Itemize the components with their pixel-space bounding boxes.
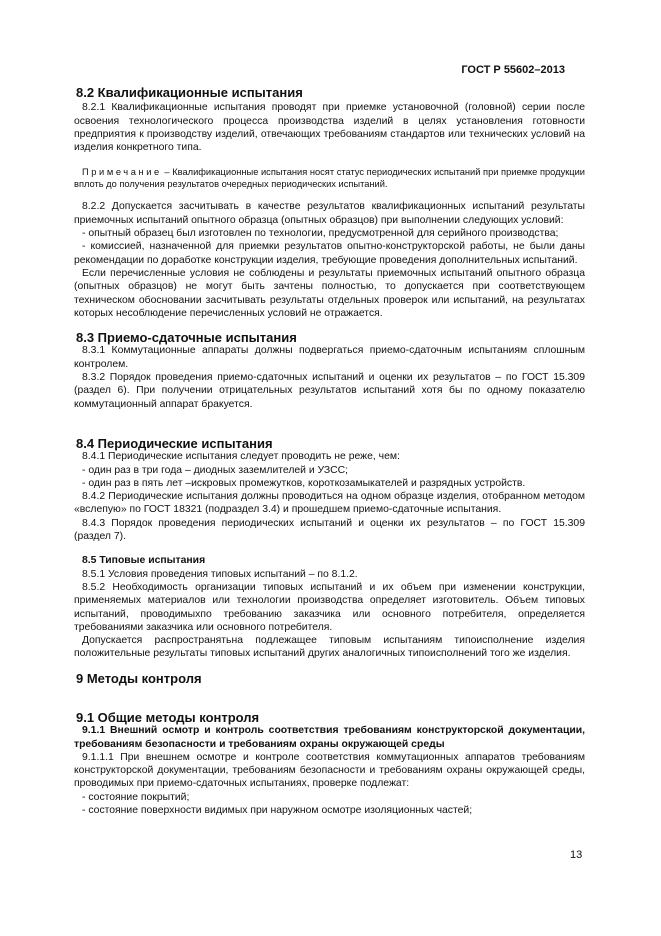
list-item: - состояние поверхности видимых при наружном осмотре изоляционных частей;	[82, 805, 473, 817]
note-label: Примечание	[82, 167, 162, 178]
page-number: 13	[570, 849, 583, 861]
page-content	[74, 86, 585, 817]
paragraph-8-4-1: 8.4.1 Периодические испытания следует проводить не реже, чем:	[82, 451, 400, 463]
list-item: - опытный образец был изготовлен по технологии, предусмотренной для серийного производства;	[82, 228, 559, 240]
paragraph-8-3-1: 8.3.1 Коммутационные аппараты должны подвергаться приемо-сдаточным испытаниям сплошным контролем.	[74, 345, 585, 370]
section-title-9-1: 9.1 Общие методы контроля	[76, 709, 260, 725]
list-item: - комиссией, назначенной для приемки результатов опытно-конструкторской работы, не были даны рекомендации по доработке конструкции изделия, требующие проведения дополнительных испытаний.	[74, 241, 585, 266]
paragraph-8-2-1: 8.2.1 Квалификационные испытания проводят при приемке установочной (головной) серии после освоения технологического процесса производства изделий в целях установления готовности предприятия к производству изделий, отвечающих требованиям стандартов или технических условий на изделия конкретного типа.	[74, 102, 585, 154]
document-id: ГОСТ Р 55602–2013	[461, 64, 565, 76]
paragraph-8-3-2: 8.3.2 Порядок проведения приемо-сдаточных испытаний и оценки их результатов – по ГОСТ 15.309 (раздел 6). При получении отрицательных результатов испытаний хотя бы по одному показателю коммутационный аппарат бракуется.	[74, 372, 585, 410]
paragraph-8-5-extension: Допускается распространятьна подлежащее типовым испытаниям типоисполнение изделия положительные результаты типовых испытаний других аналогичных типоисполнений того же изделия.	[74, 635, 585, 660]
section-title-9: 9 Методы контроля	[76, 670, 202, 686]
section-title-8-2: 8.2 Квалификационные испытания	[76, 85, 303, 100]
section-title-8-5: 8.5 Типовые испытания	[82, 555, 206, 567]
note	[74, 166, 585, 190]
list-item: - состояние покрытий;	[82, 791, 190, 803]
section-title-8-4: 8.4 Периодические испытания	[76, 435, 273, 451]
paragraph-8-4-2: 8.4.2 Периодические испытания должны проводиться на одном образце изделия, отобранном методом «вслепую» по ГОСТ 18321 (подраздел 3.4) и прошедшем приемо-сдаточные испытания.	[74, 491, 585, 516]
paragraph-8-5-2: 8.5.2 Необходимость организации типовых испытаний и их объем при изменении конструкции, применяемых материалов или технологии производства определяет изготовитель. Объем типовых испытаний, проводимыхпо требованию заказчика или основного потребителя, определяется требованиями заказчика или основного потребителя.	[74, 581, 585, 633]
note-text: – Квалификационные испытания носят статус периодических испытаний при приемке продукции вплоть до получения результатов очередных периодических испытаний.	[74, 167, 585, 190]
paragraph-9-1-1-1: 9.1.1.1 При внешнем осмотре и контроле соответствия коммутационных аппаратов требованиям конструкторской документации, требованиям безопасности и требованиям охраны окружающей среды, проводимых при приемо-сдаточных испытаниях, проверке подлежат:	[74, 751, 585, 790]
section-title-9-1-1: 9.1.1 Внешний осмотр и контроль соответствия требованиям конструкторской документации, требованиям безопасности и требованиям охраны окружающей среды	[74, 725, 585, 750]
paragraph-8-5-1: 8.5.1 Условия проведения типовых испытаний – по 8.1.2.	[82, 568, 358, 580]
section-title-8-3: 8.3 Приемо-сдаточные испытания	[76, 330, 297, 346]
paragraph-8-2-conditions: Если перечисленные условия не соблюдены и результаты приемочных испытаний опытного образца (опытных образцов) не могут быть зачтены полностью, то допускается при соответствующем техническом обосновании засчитывать результаты отдельных проверок или испытаний, на результатах которых несоблюдение перечисленных условий не отражается.	[74, 267, 585, 319]
list-item: - один раз в пять лет –искровых промежутков, короткозамыкателей и разрядных устройств.	[82, 477, 526, 489]
paragraph-8-2-2: 8.2.2 Допускается засчитывать в качестве результатов квалификационных испытаний результаты приемочных испытаний опытного образца (опытных образцов) при выполнении следующих условий:	[74, 201, 585, 226]
paragraph-8-4-3: 8.4.3 Порядок проведения периодических испытаний и оценки их результатов – по ГОСТ 15.309 (раздел 7).	[74, 517, 585, 543]
list-item: - один раз в три года – диодных заземлителей и УЗСС;	[82, 464, 348, 476]
